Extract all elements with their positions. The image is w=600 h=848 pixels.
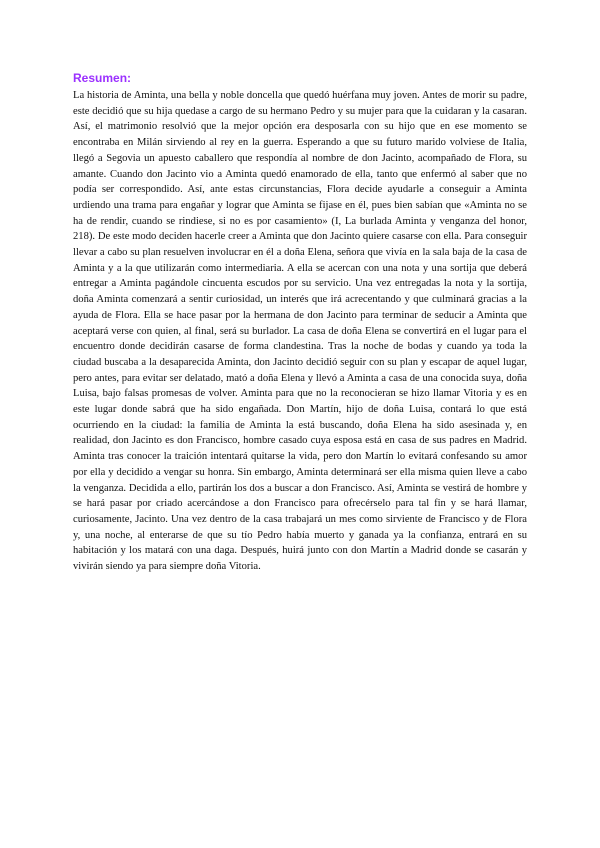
summary-paragraph: La historia de Aminta, una bella y noble doncella que quedó huérfana muy joven. Antes de morir su padre, este decidió que su hija quedase a cargo de su hermano Pedro y su mujer para que la cuidaran y la casaran. Así, el matrimonio resolvió que la mejor opción era desposarla con su hijo que en ese momento se encontraba en Milán sirviendo al rey en la guerra. Esperando a que su futuro marido volviese de Italia, llegó a Segovia un apuesto caballero que respondía al nombre de don Jacinto, acompañado de Flora, su amante. Cuando don Jacinto vio a Aminta quedó enamorado de ella, tanto que enfermó al saber que no podía ser correspondido. Así, ante estas circunstancias, Flora decide ayudarle a conseguir a Aminta urdiendo una trama para engañar y lograr que Aminta se fijase en él, pues bien sabían que «Aminta no se ha de rendir, cuando se rindiese, si no es por casamiento» (I, La burlada Aminta y venganza del honor, 218). De este modo deciden hacerle creer a Aminta que don Jacinto quiere casarse con ella. Para conseguir llevar a cabo su plan resuelven involucrar en él a doña Elena, señora que vivía en la sala baja de la casa de Aminta y a la que utilizarán como intermediaria. A ella se acercan con una nota y una sortija que deberá entregar a Aminta pagándole cincuenta escudos por su servicio. Una vez entregadas la nota y la sortija, doña Aminta comenzará a sentir curiosidad, un interés que irá acrecentando y que culminará gracias a la ayuda de Flora. Ella se hace pasar por la hermana de don Jacinto para terminar de seducir a Aminta que aceptará verse con quien, al final, será su burlador. La casa de doña Elena se convertirá en el lugar para el encuentro donde decidirán casarse de forma clandestina. Tras la noche de bodas y cuando ya toda la ciudad buscaba a la desaparecida Aminta, don Jacinto decidió seguir con su plan y escapar de aquel lugar, pero antes, para evitar ser delatado, mató a doña Elena y llevó a Aminta a casa de una conocida suya, doña Luisa, bajo falsas promesas de volver. Aminta para que no la reconocieran se hizo llamar Vitoria y es en este lugar donde sabrá que ha sido engañada. Don Martín, hijo de doña Luisa, contará lo que está ocurriendo en la ciudad: la familia de Aminta la está buscando, doña Elena ha sido asesinada y, en realidad, don Jacinto es don Francisco, hombre casado cuya esposa está en casa de sus padres en Madrid. Aminta tras conocer la traición intentará quitarse la vida, pero don Martín lo evitará confesando su amor por ella y decidido a vengar su honra. Sin embargo, Aminta determinará ser ella misma quien lleve a cabo la venganza. Decidida a ello, partirán los dos a buscar a don Francisco. Así, Aminta se vestirá de hombre y se hará pasar por criado acercándose a don Francisco para ofrecérselo para tal fin y se hará llamar, curiosamente, Jacinto. Una vez dentro de la casa trabajará un mes como sirviente de Francisco y de Flora y, una noche, al enterarse de que su tío Pedro había muerto y ganada ya la confianza, entrará en su habitación y los matará con una daga. Después, huirá junto con don Martín a Madrid donde se casarán y vivirán siendo ya para siempre doña Vitoria. [73, 90, 527, 573]
summary-heading: Resumen: [73, 71, 132, 85]
